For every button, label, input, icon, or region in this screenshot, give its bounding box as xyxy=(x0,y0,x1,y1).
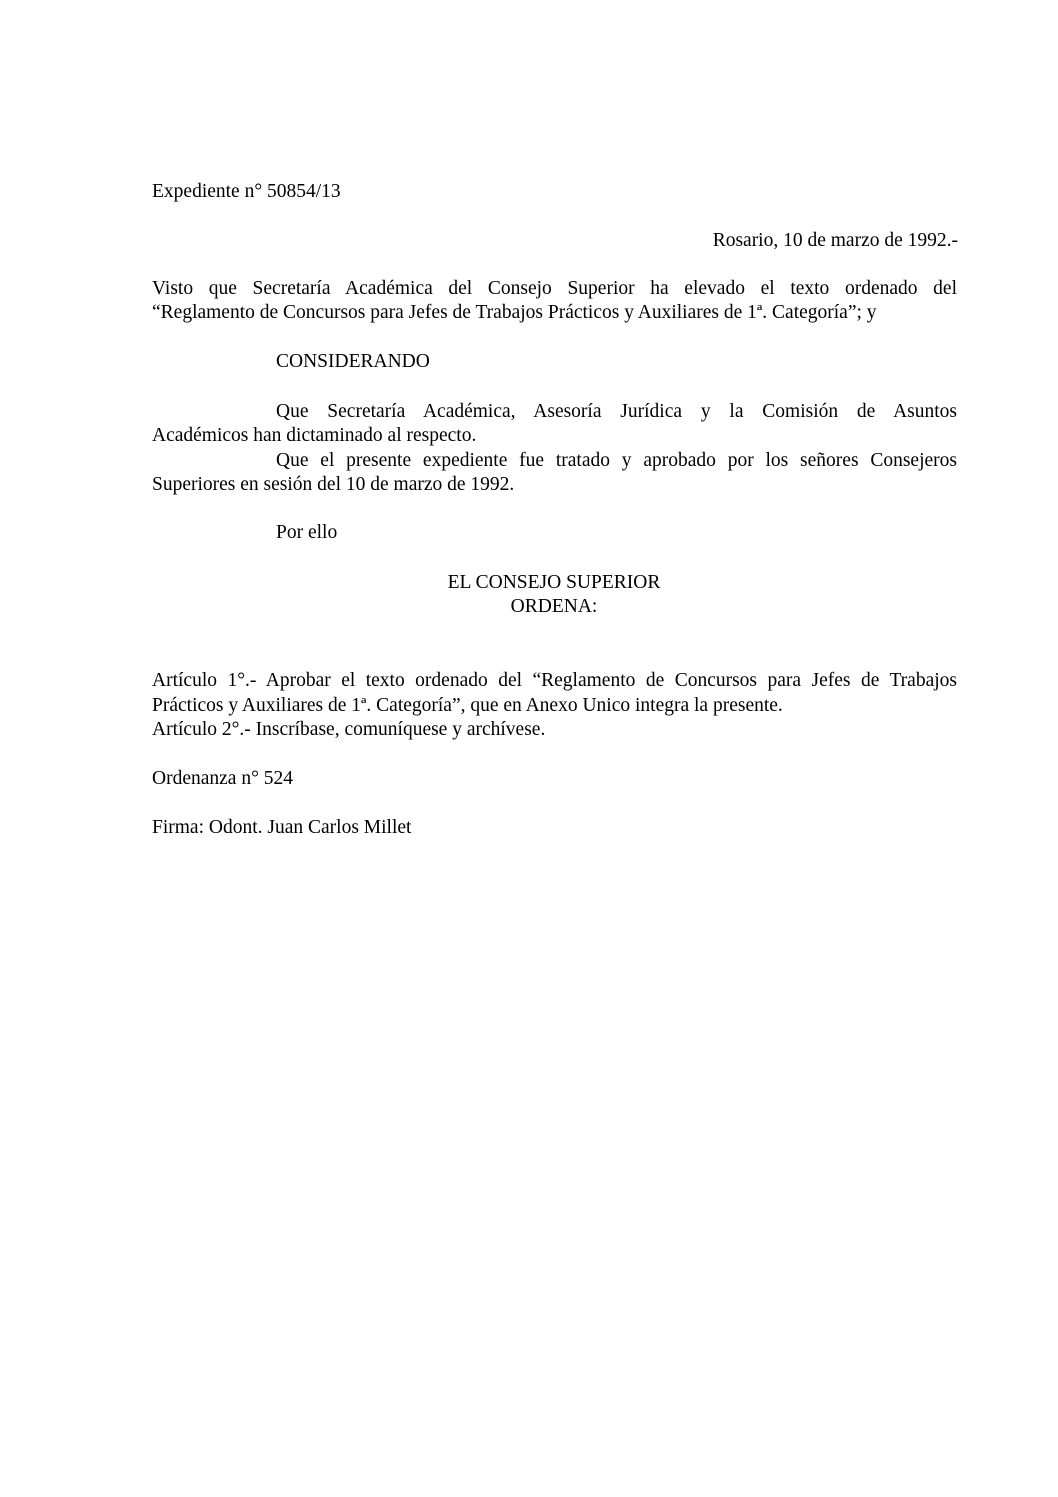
articulo-1-line-2: Prácticos y Auxiliares de 1ª. Categoría”, que en Anexo Unico integra la presente. xyxy=(152,695,783,716)
ordenanza-number: Ordenanza n° 524 xyxy=(152,768,293,789)
articulo-2: Artículo 2°.- Inscríbase, comuníquese y archívese. xyxy=(152,719,546,740)
considerando-p1-line-1: Que Secretaría Académica, Asesoría Jurídica y la Comisión de Asuntos xyxy=(276,401,957,422)
considerando-p1-line-2: Académicos han dictaminado al respecto. xyxy=(152,425,477,446)
consejo-superior-heading: EL CONSEJO SUPERIOR xyxy=(447,572,661,593)
visto-line-2: “Reglamento de Concursos para Jefes de Trabajos Prácticos y Auxiliares de 1ª. Categoría”; y xyxy=(152,302,877,323)
ordena-heading: ORDENA: xyxy=(510,596,598,617)
considerando-p2-line-1: Que el presente expediente fue tratado y aprobado por los señores Consejeros xyxy=(276,450,957,471)
document-date: Rosario, 10 de marzo de 1992.- xyxy=(712,230,958,251)
considerando-p2-line-2: Superiores en sesión del 10 de marzo de 1992. xyxy=(152,474,515,495)
expediente-number: Expediente n° 50854/13 xyxy=(152,181,341,202)
por-ello: Por ello xyxy=(276,522,338,543)
articulo-1-line-1: Artículo 1°.- Aprobar el texto ordenado del “Reglamento de Concursos para Jefes de Trabajos xyxy=(152,670,957,691)
considerando-heading: CONSIDERANDO xyxy=(276,351,430,372)
firma-line: Firma: Odont. Juan Carlos Millet xyxy=(152,817,412,838)
visto-line-1: Visto que Secretaría Académica del Consejo Superior ha elevado el texto ordenado del xyxy=(152,278,957,299)
